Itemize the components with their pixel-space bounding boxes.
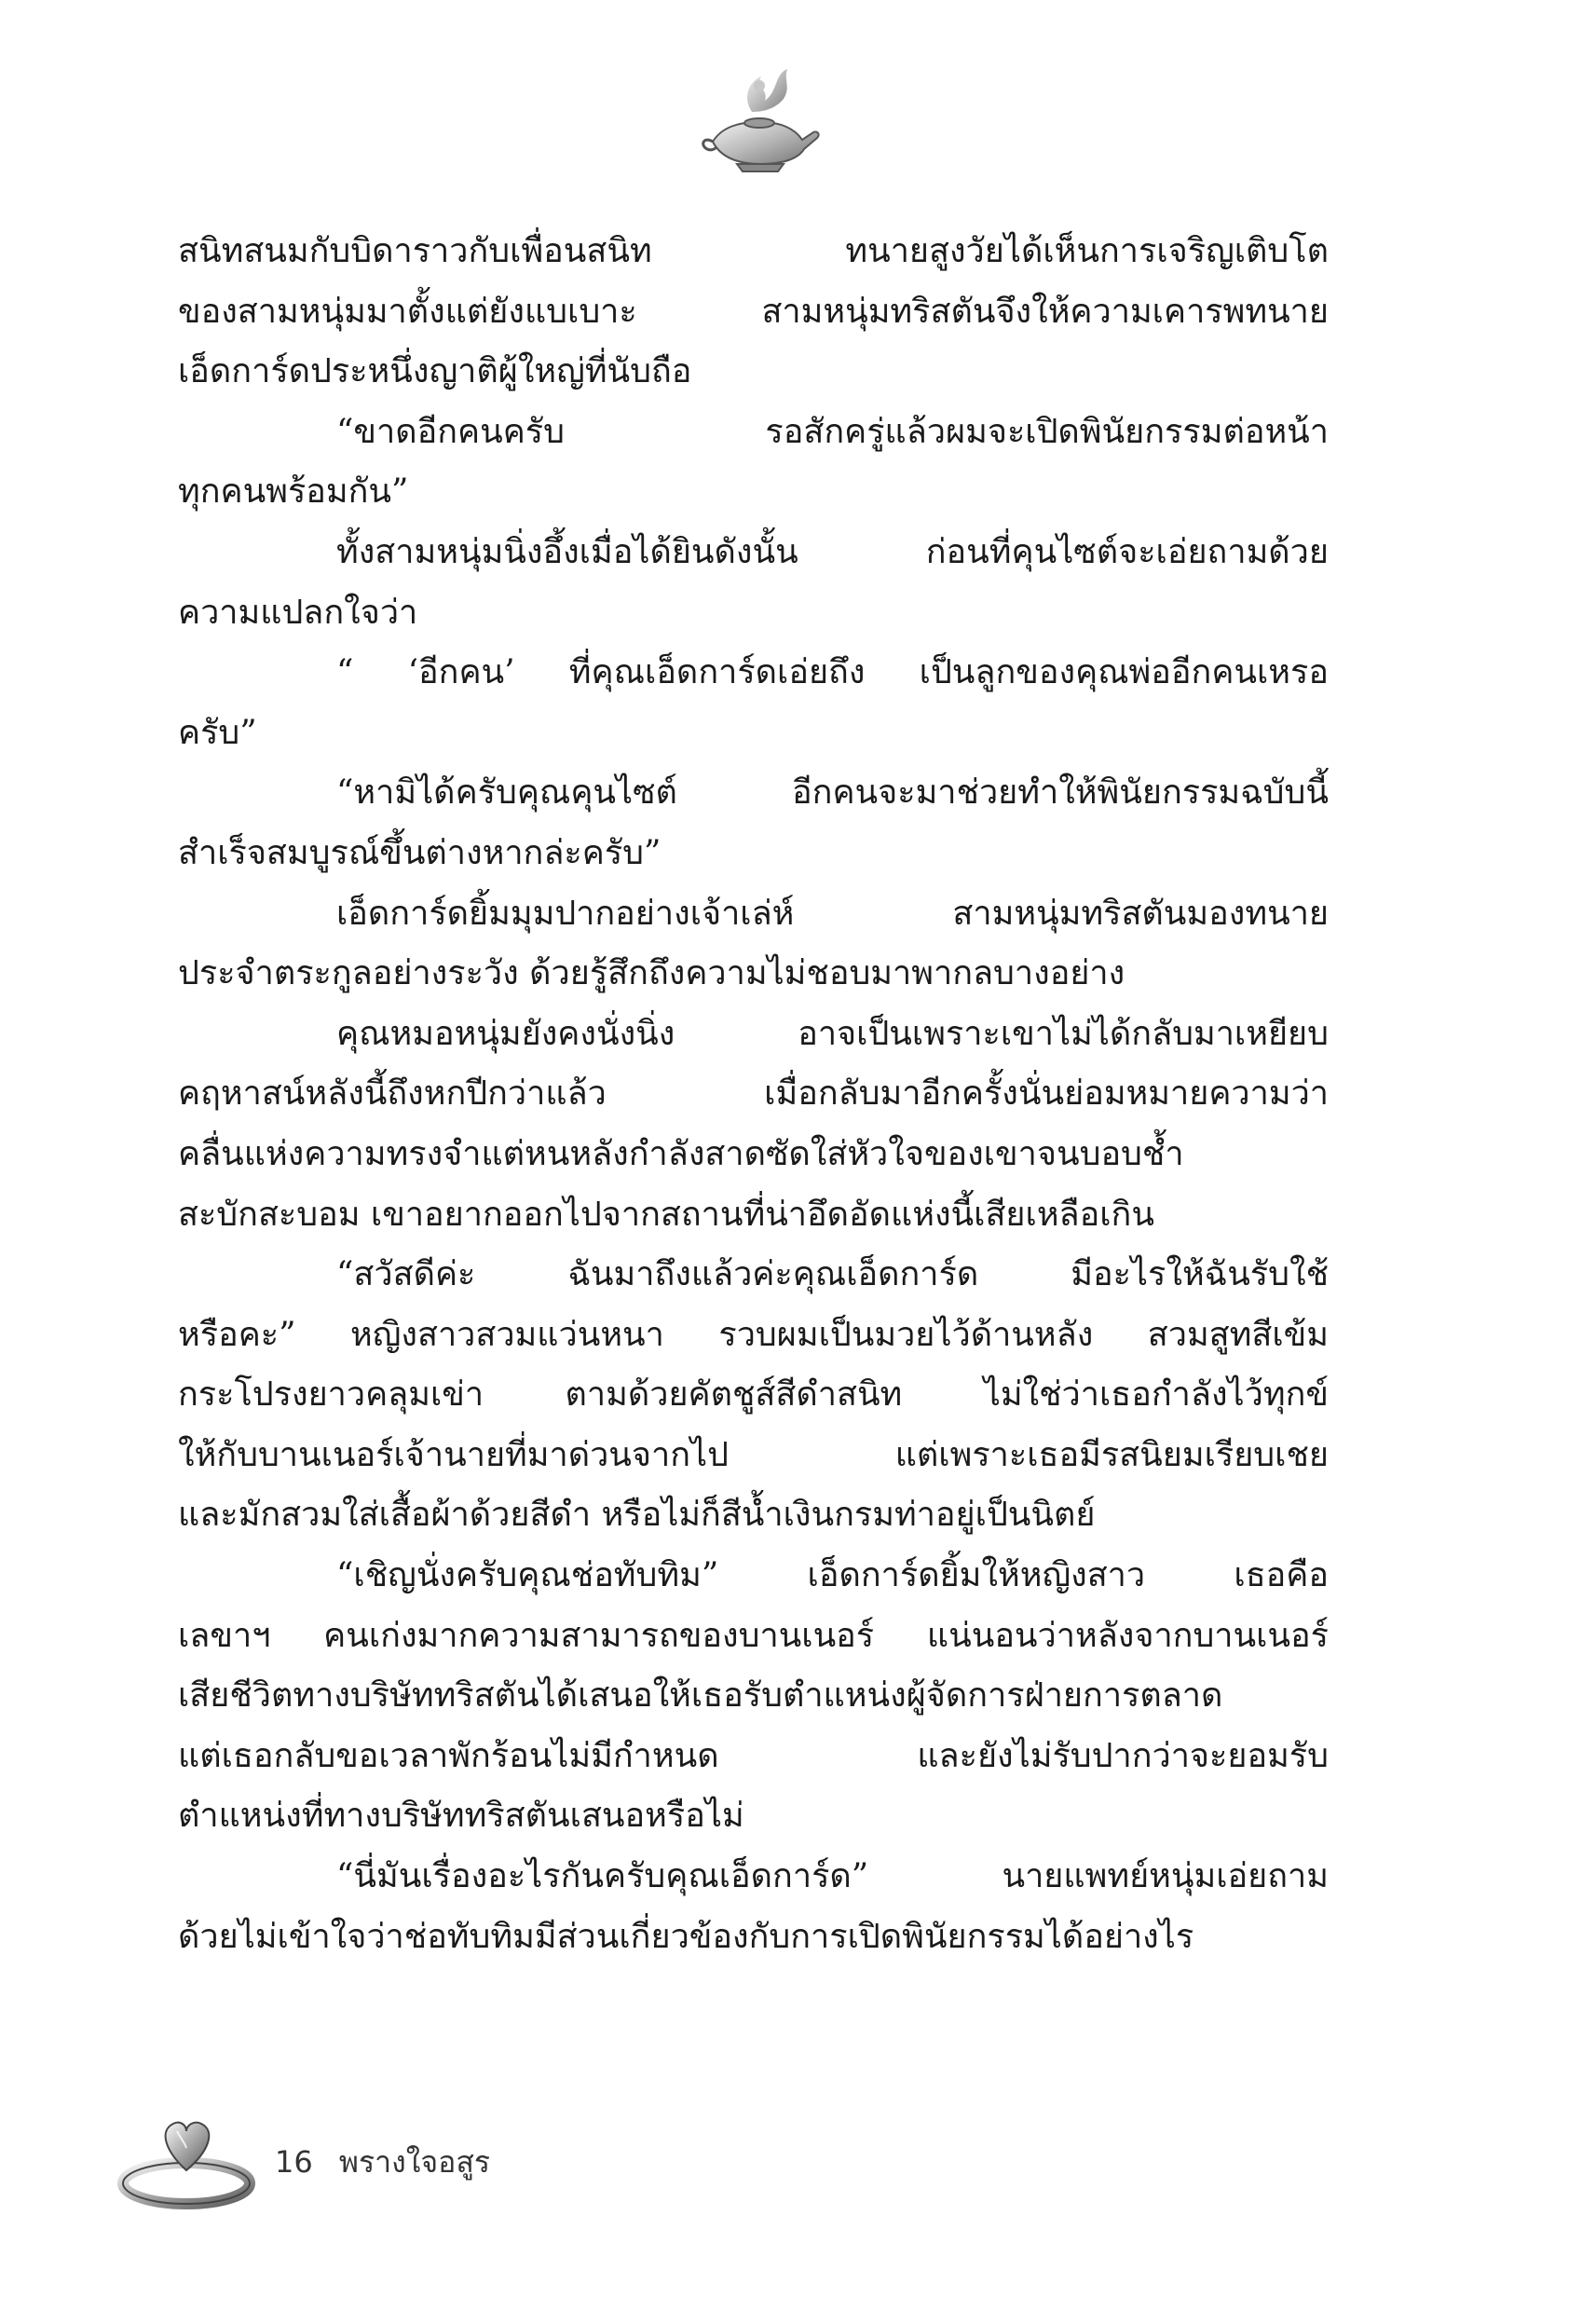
text-line: คฤหาสน์หลังนี้ถึงหกปีกว่าแล้ว เมื่อกลับมาอีกครั้งนั่นย่อมหมายความว่า xyxy=(178,1074,1329,1114)
text-line: คุณหมอหนุ่มยังคงนั่งนิ่ง อาจเป็นเพราะเขาไม่ได้กลับมาเหยียบ xyxy=(336,1014,1329,1053)
text-line: “ ‘อีกคน’ ที่คุณเอ็ดการ์ดเอ่ยถึง เป็นลูกของคุณพ่ออีกคนเหรอ xyxy=(336,653,1329,692)
text-line: ของสามหนุ่มมาตั้งแต่ยังแบเบาะ สามหนุ่มทริสตันจึงให้ความเคารพทนาย xyxy=(178,292,1329,331)
text-line: ทุกคนพร้อมกัน” xyxy=(178,472,409,512)
text-line: “ขาดอีกคนครับ รอสักครู่แล้วผมจะเปิดพินัยกรรมต่อหน้า xyxy=(336,412,1329,451)
body-text xyxy=(178,222,1329,1967)
text-line: และมักสวมใส่เสื้อผ้าด้วยสีดำ หรือไม่ก็สีน้ำเงินกรมท่าอยู่เป็นนิตย์ xyxy=(178,1496,1096,1535)
heart-ring-icon xyxy=(112,2111,270,2213)
text-line: “หามิได้ครับคุณคุนไซต์ อีกคนจะมาช่วยทำให้พินัยกรรมฉบับนี้ xyxy=(336,773,1329,813)
text-line: หรือคะ” หญิงสาวสวมแว่นหนา รวบผมเป็นมวยไว้ด้านหลัง สวมสูทสีเข้ม xyxy=(178,1315,1329,1354)
text-line: ด้วยไม่เข้าใจว่าช่อทับทิมมีส่วนเกี่ยวข้องกับการเปิดพินัยกรรมได้อย่างไร xyxy=(178,1917,1194,1956)
text-line: สำเร็จสมบูรณ์ขึ้นต่างหากล่ะครับ” xyxy=(178,833,662,872)
text-line: ทั้งสามหนุ่มนิ่งอึ้งเมื่อได้ยินดังนั้น ก่อนที่คุนไซต์จะเอ่ยถามด้วย xyxy=(336,532,1329,571)
text-line: ตำแหน่งที่ทางบริษัททริสตันเสนอหรือไม่ xyxy=(178,1797,744,1836)
text-line: ครับ” xyxy=(178,713,257,752)
page-number: 16 xyxy=(275,2144,313,2180)
text-line: เลขาฯ คนเก่งมากความสามารถของบานเนอร์ แน่นอนว่าหลังจากบานเนอร์ xyxy=(178,1616,1329,1655)
text-line: คลื่นแห่งความทรงจำแต่หนหลังกำลังสาดซัดใส่หัวใจของเขาจนบอบช้ำ xyxy=(178,1134,1184,1173)
text-line: เสียชีวิตทางบริษัททริสตันได้เสนอให้เธอรับตำแหน่งผู้จัดการฝ่ายการตลาด xyxy=(178,1676,1223,1716)
text-line: แต่เธอกลับขอเวลาพักร้อนไม่มีกำหนด และยังไม่รับปากว่าจะยอมรับ xyxy=(178,1736,1329,1775)
magic-lamp-icon xyxy=(694,56,825,177)
text-line: เอ็ดการ์ดประหนึ่งญาติผู้ใหญ่ที่นับถือ xyxy=(178,352,692,391)
text-line: ให้กับบานเนอร์เจ้านายที่มาด่วนจากไป แต่เพราะเธอมีรสนิยมเรียบเชย xyxy=(178,1435,1329,1474)
text-line: “นี่มันเรื่องอะไรกันครับคุณเอ็ดการ์ด” นายแพทย์หนุ่มเอ่ยถาม xyxy=(336,1857,1329,1896)
text-line: ความแปลกใจว่า xyxy=(178,593,418,632)
text-line: สะบักสะบอม เขาอยากออกไปจากสถานที่น่าอึดอัดแห่งนี้เสียเหลือเกิน xyxy=(178,1195,1154,1234)
text-line: “สวัสดีค่ะ ฉันมาถึงแล้วค่ะคุณเอ็ดการ์ด มีอะไรให้ฉันรับใช้ xyxy=(336,1255,1329,1294)
page-footer xyxy=(112,2111,671,2222)
text-line: ประจำตระกูลอย่างระวัง ด้วยรู้สึกถึงความไม่ชอบมาพากลบางอย่าง xyxy=(178,954,1125,993)
text-line: เอ็ดการ์ดยิ้มมุมปากอย่างเจ้าเล่ห์ สามหนุ่มทริสตันมองทนาย xyxy=(336,894,1329,933)
text-line: กระโปรงยาวคลุมเข่า ตามด้วยคัตชูส์สีดำสนิท ไม่ใช่ว่าเธอกำลังไว้ทุกข์ xyxy=(178,1375,1329,1415)
text-line: สนิทสนมกับบิดาราวกับเพื่อนสนิท ทนายสูงวัยได้เห็นการเจริญเติบโต xyxy=(178,232,1329,270)
folio xyxy=(275,2139,490,2186)
text-line: “เชิญนั่งครับคุณช่อทับทิม” เอ็ดการ์ดยิ้มให้หญิงสาว เธอคือ xyxy=(336,1556,1329,1595)
book-title: พรางใจอสูร xyxy=(338,2144,491,2180)
